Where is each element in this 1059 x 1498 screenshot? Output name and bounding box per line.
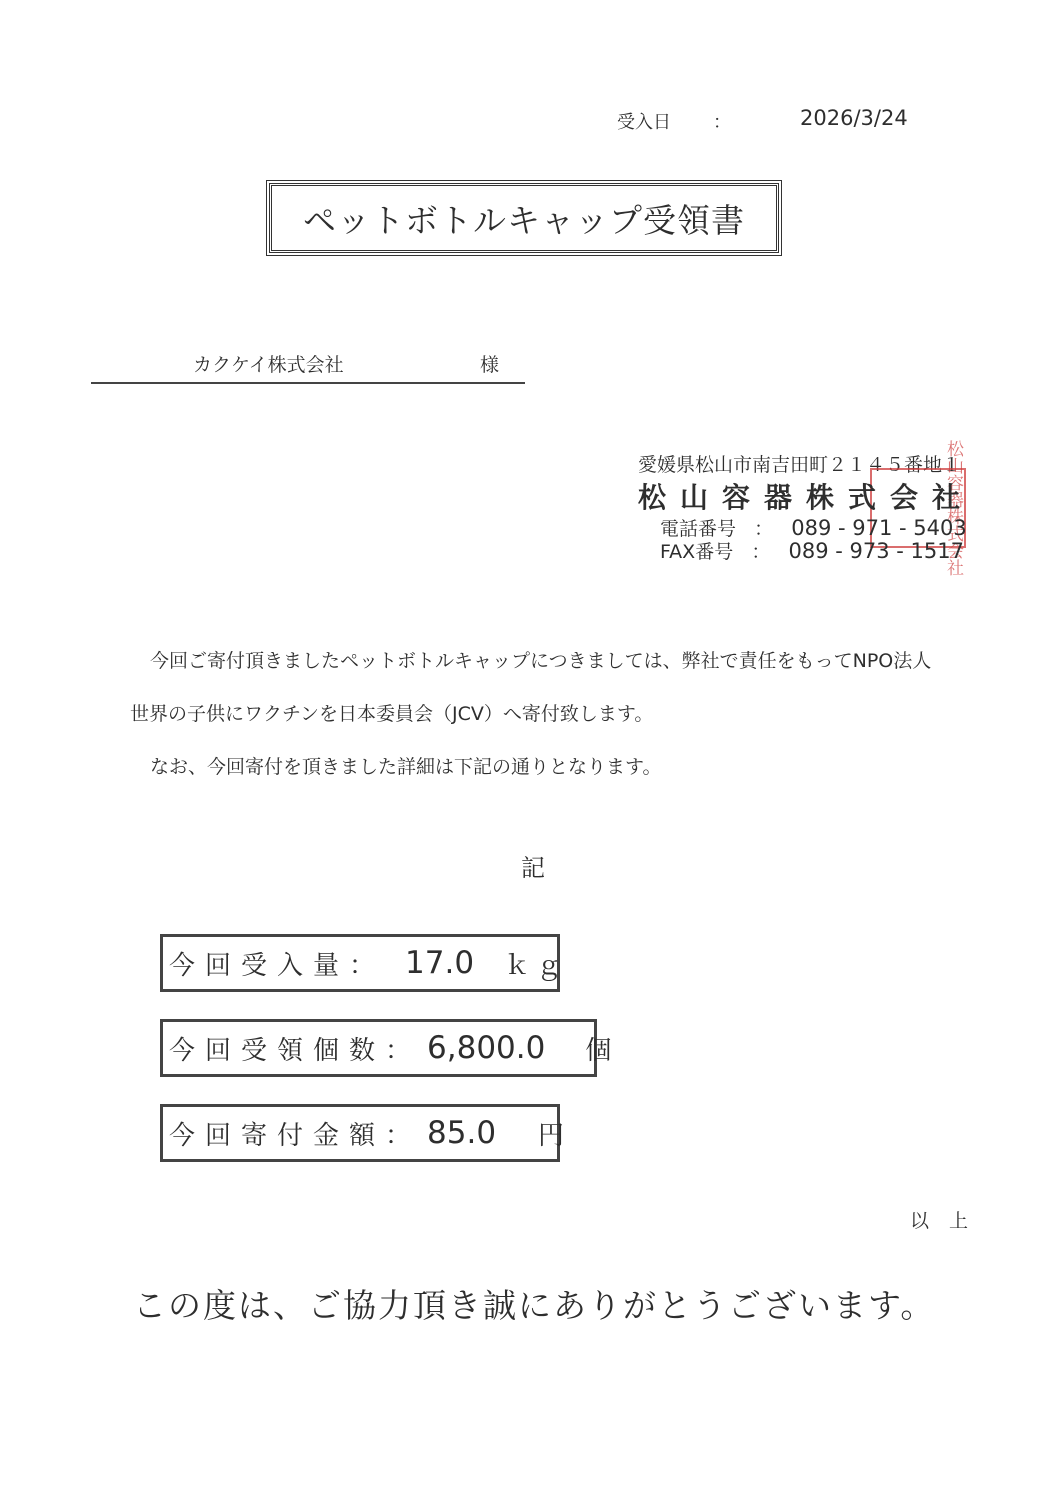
received-count-box [160, 1019, 612, 1077]
received-date-label: 受入日 [617, 112, 671, 133]
item-unit: 円 [538, 1120, 565, 1151]
item-label: 今回寄付金額： [169, 1120, 422, 1151]
body-line-2: 世界の子供にワクチンを日本委員会（JCV）へ寄付致します。 [130, 703, 654, 725]
item-value: 85.0 [427, 1115, 497, 1151]
item-unit: ｋｇ [504, 950, 569, 981]
issuer-company: 松山容器株式会社 [638, 481, 975, 514]
fax-number: 089 - 973 - 1517 [788, 539, 964, 563]
colon: ： [713, 112, 731, 133]
document-title [269, 183, 779, 253]
issuer-fax [660, 537, 964, 564]
tel-number: 089 - 971 - 5403 [791, 516, 967, 540]
item-unit: 個 [585, 1035, 612, 1066]
item-label: 今回受領個数： [169, 1035, 422, 1066]
received-date: 2026/3/24 [800, 106, 908, 130]
fax-label: FAX番号 [660, 541, 734, 563]
recipient-honorific: 様 [480, 354, 500, 376]
closing-mark: 以上 [910, 1210, 989, 1232]
thank-you-message: この度は、ご協力頂き誠にありがとうございます。 [133, 1286, 936, 1325]
title-text: ペットボトルキャップ受領書 [303, 200, 745, 240]
item-value: 6,800.0 [427, 1030, 546, 1066]
donation-amount-box [160, 1104, 565, 1162]
received-weight-box [160, 934, 569, 992]
ki-heading: 記 [521, 854, 545, 882]
recipient-name: カクケイ株式会社 [193, 354, 344, 376]
colon: ： [739, 541, 783, 563]
tel-label: 電話番号 [660, 518, 737, 540]
item-value: 17.0 [405, 945, 475, 981]
body-line-1: 今回ご寄付頂きましたペットボトルキャップにつきましては、弊社で責任をもってNPO法人 [150, 650, 932, 672]
body-line-3: なお、今回寄付を頂きました詳細は下記の通りとなります。 [150, 756, 662, 778]
colon: ： [742, 518, 786, 540]
recipient-underline [91, 382, 525, 384]
company-seal: 松山容器株式会社 [870, 468, 966, 548]
item-label: 今回受入量： [169, 950, 386, 981]
issuer-address: 愛媛県松山市南吉田町２１４５番地１ [638, 454, 962, 476]
